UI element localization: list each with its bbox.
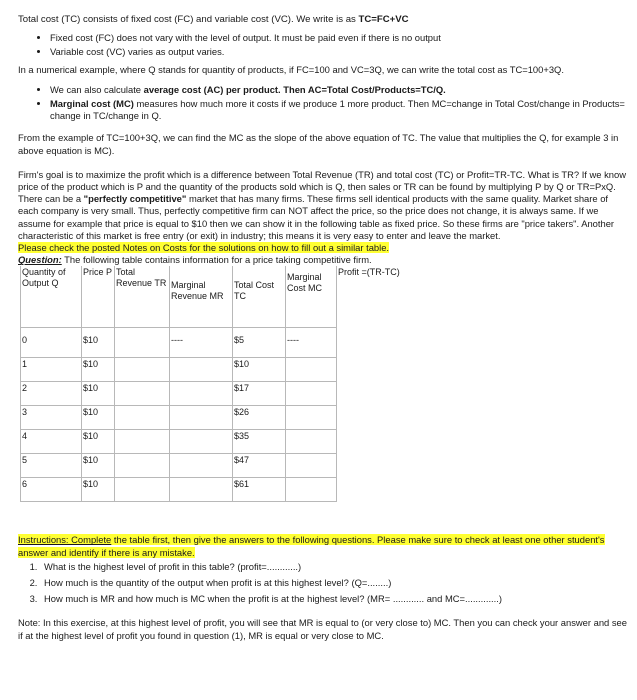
- header-total-revenue: Total Revenue TR: [115, 266, 170, 328]
- table-row: [21, 430, 404, 454]
- cost-bullets: [10, 32, 627, 58]
- mc-slope-paragraph: From the example of TC=100+3Q, we can find the MC as the slope of the above equation of TC. The value that multiplies the Q, for example 3 in above equation is MC).: [18, 132, 619, 156]
- table-row: [21, 382, 404, 406]
- intro-text: Total cost (TC) consists of fixed cost (FC) and variable cost (VC). We write is as: [18, 14, 359, 25]
- question-item: 2. How much is the quantity of the output when profit is at this highest level? (Q=........): [40, 577, 627, 589]
- ac-bold: average cost (AC) per product. Then AC=Total Cost/Products=TC/Q.: [143, 83, 446, 95]
- cell-tr[interactable]: [115, 454, 170, 478]
- question-list: [10, 561, 627, 606]
- table-row: [21, 328, 404, 358]
- cell-q: 1: [21, 358, 82, 382]
- cell-q: 5: [21, 454, 82, 478]
- cell-q: 2: [21, 382, 82, 406]
- bullet-fixed-cost: • Fixed cost (FC) does not vary with the level of output. It must be paid even if there is no output: [50, 32, 627, 44]
- cell-mc: ----: [286, 328, 337, 358]
- comp-pre: There can be a: [18, 193, 84, 205]
- cell-profit[interactable]: [337, 358, 404, 382]
- firm-goal-paragraph: Firm's goal is to maximize the profit which is a difference between Total Revenue (TR) and total cost (TC) or Profit=TR-TC. What is TR? If we know price of the product which is P and the quantity of the products sold which is Q, then sales or TR can be found by multiplying P by Q or TR=PxQ.: [18, 168, 626, 193]
- cell-q: 0: [21, 328, 82, 358]
- mc-rest: measures how much more it costs if we produce 1 more product. Then MC=change in Total Cost/change in Products= change in TC/change in Q.: [50, 98, 625, 122]
- cell-mr[interactable]: [170, 382, 233, 406]
- cell-tc: $10: [233, 358, 286, 382]
- cell-profit[interactable]: [337, 328, 404, 358]
- cell-tr[interactable]: [115, 406, 170, 430]
- header-marginal-cost: Marginal Cost MC: [286, 266, 337, 328]
- cell-price: $10: [82, 454, 115, 478]
- cell-price: $10: [82, 328, 115, 358]
- question-item: 3. How much is MR and how much is MC when the profit is at the highest level? (MR= ............ and MC=.............): [40, 593, 627, 605]
- table-row: [21, 358, 404, 382]
- notes-highlight: [18, 242, 627, 254]
- intro-formula: TC=FC+VC: [358, 14, 409, 25]
- mc-bold: Marginal cost (MC): [50, 98, 134, 110]
- cell-mc[interactable]: [286, 478, 337, 502]
- cell-tc: $5: [233, 328, 286, 358]
- competitive-paragraph: [18, 193, 627, 242]
- question-text: The following table contains information for a price taking competitive firm.: [61, 254, 372, 266]
- average-marginal-bullets: [10, 84, 627, 123]
- instructions-highlight: [18, 534, 605, 557]
- cell-mc[interactable]: [286, 454, 337, 478]
- header-total-cost: Total Cost TC: [233, 266, 286, 328]
- instructions-rest: the table first, then give the answers to the following questions. Please make sure to check at least one other student's answer and identify if there is any mistake.: [18, 534, 605, 558]
- cell-q: 6: [21, 478, 82, 502]
- cell-mr[interactable]: [170, 358, 233, 382]
- question-item: 1. What is the highest level of profit in this table? (profit=............): [40, 561, 627, 573]
- cell-mr[interactable]: [170, 430, 233, 454]
- cell-tc: $35: [233, 430, 286, 454]
- cell-tr[interactable]: [115, 430, 170, 454]
- cell-tc: $26: [233, 406, 286, 430]
- instructions-paragraph: [18, 534, 627, 558]
- example-paragraph: In a numerical example, where Q stands for quantity of products, if FC=100 and VC=3Q, we can write the total cost as TC=100+3Q.: [18, 63, 564, 75]
- table-row: [21, 478, 404, 502]
- cell-tr[interactable]: [115, 382, 170, 406]
- cost-table: [20, 266, 403, 502]
- bullet-variable-cost: • Variable cost (VC) varies as output varies.: [50, 46, 627, 58]
- table-header-row: [21, 266, 404, 328]
- question-line: [18, 254, 627, 266]
- header-marginal-revenue: Marginal Revenue MR: [170, 266, 233, 328]
- cell-tc: $17: [233, 382, 286, 406]
- intro-paragraph: [18, 14, 627, 26]
- table-row: [21, 454, 404, 478]
- cell-tc: $47: [233, 454, 286, 478]
- cell-q: 3: [21, 406, 82, 430]
- document-page: [10, 0, 627, 642]
- table-row: [21, 406, 404, 430]
- cell-tc: $61: [233, 478, 286, 502]
- cell-mc[interactable]: [286, 406, 337, 430]
- cell-profit[interactable]: [337, 406, 404, 430]
- cell-tr[interactable]: [115, 328, 170, 358]
- cell-price: $10: [82, 382, 115, 406]
- comp-rest: market that has many firms. These firms sell identical products with the same quality. Market share of each company is very small. Thus, perfectly competitive firm can NOT affect the price, so the price does not change, it is always same. If we assume for example that price is equal to $10 then we can show it in the following table as fixed price. So these firms are "price takers". Another characteristic of this market is free entry (or exit) in industry; this means it is very easy to enter and leave the market.: [18, 193, 615, 241]
- cell-mr: ----: [170, 328, 233, 358]
- cell-profit[interactable]: [337, 478, 404, 502]
- cell-profit[interactable]: [337, 382, 404, 406]
- comp-bold: "perfectly competitive": [83, 193, 187, 205]
- note-paragraph: Note: In this exercise, at this highest level of profit, you will see that MR is equal to (or very close to) MC. Then you can check your answer and see if at the highest level of profit you found in question (1), MR is equal or very close to MC.: [18, 617, 627, 641]
- cell-profit[interactable]: [337, 454, 404, 478]
- instructions-underlined: Instructions: Complete: [18, 534, 112, 546]
- question-label: Question:: [18, 254, 62, 266]
- bullet-marginal-cost: [50, 98, 627, 122]
- cell-mr[interactable]: [170, 406, 233, 430]
- cell-mc[interactable]: [286, 358, 337, 382]
- cell-tr[interactable]: [115, 358, 170, 382]
- cell-mc[interactable]: [286, 430, 337, 454]
- cell-price: $10: [82, 406, 115, 430]
- cell-q: 4: [21, 430, 82, 454]
- cell-price: $10: [82, 358, 115, 382]
- bullet-average-cost: [50, 84, 627, 96]
- notes-highlight-text: Please check the posted Notes on Costs for the solutions on how to fill out a similar table.: [18, 242, 390, 254]
- header-profit: Profit =(TR-TC): [337, 266, 404, 328]
- cell-mr[interactable]: [170, 478, 233, 502]
- header-quantity: Quantity of Output Q: [21, 266, 82, 328]
- cell-tr[interactable]: [115, 478, 170, 502]
- cell-profit[interactable]: [337, 430, 404, 454]
- cell-mr[interactable]: [170, 454, 233, 478]
- ac-pre: We can also calculate: [50, 83, 144, 95]
- cell-price: $10: [82, 478, 115, 502]
- header-price: Price P: [82, 266, 115, 328]
- cell-price: $10: [82, 430, 115, 454]
- cell-mc[interactable]: [286, 382, 337, 406]
